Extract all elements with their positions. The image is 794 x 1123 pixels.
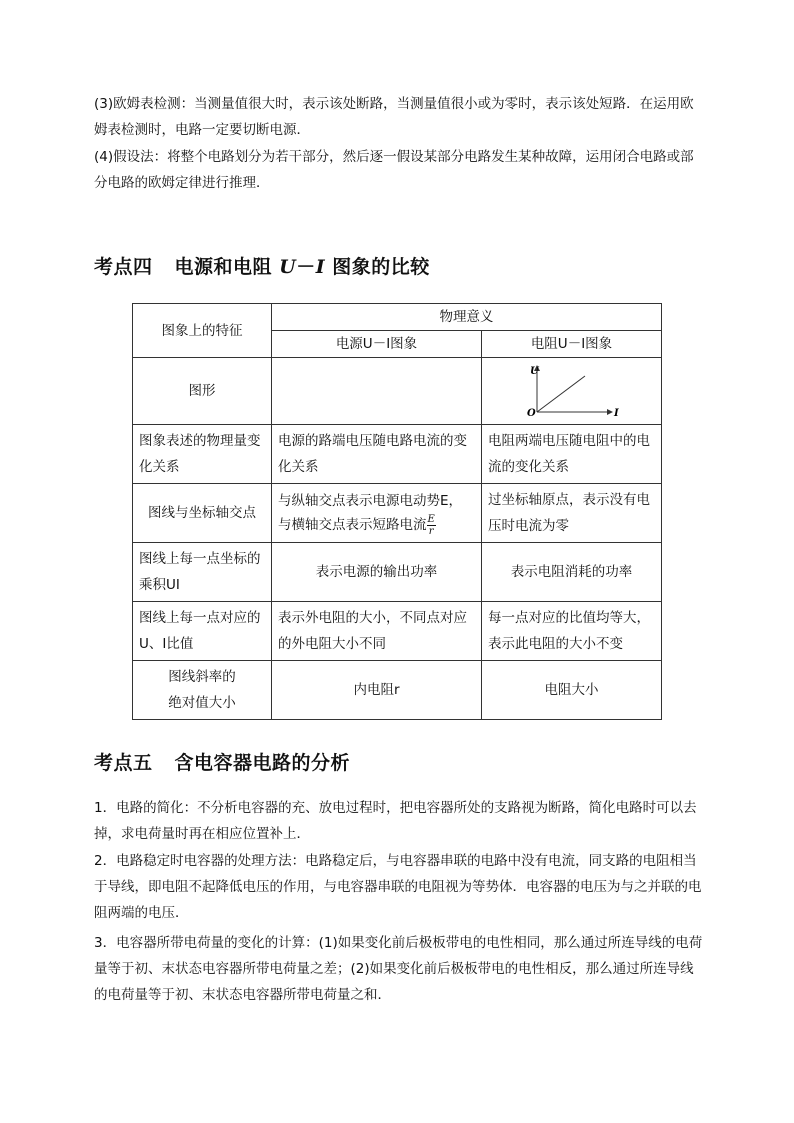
- section-4-var-u: U: [279, 256, 297, 278]
- resistor-ui-graph: [482, 360, 662, 422]
- resistor-graph-cell: [482, 358, 662, 425]
- row-source-intercept: [272, 484, 482, 543]
- header-source-graph: 电源U－I图象: [272, 331, 482, 358]
- i-axis-arrow: [607, 409, 613, 415]
- row-feature-ratio: 图线上每一点对应的U、I比值: [133, 602, 272, 661]
- section-4-label: 考点四: [94, 256, 153, 278]
- fraction-numerator: E: [427, 513, 435, 525]
- intercept-line-2: 与横轴交点表示短路电流: [278, 517, 427, 533]
- row-resistor-ratio: 每一点对应的比值均等大，表示此电阻的大小不变: [482, 602, 662, 661]
- row-resistor-intercept: 过坐标轴原点，表示没有电压时电流为零: [482, 484, 662, 543]
- paragraph-charge-change: 3．电容器所带电荷量的变化的计算：(1)如果变化前后极板带电的电性相同，那么通过所连导线的电荷量等于初、末状态电容器所带电荷量之差；(2)如果变化前后极板带电的电性相反，那么通过所连导线的电荷量等于初、末状态电容器所带电荷量之和．: [94, 935, 703, 1003]
- table-row: [133, 425, 662, 484]
- section-4-dash: －: [296, 256, 316, 278]
- resistor-line: [537, 376, 585, 412]
- header-resistor-graph: 电阻U－I图象: [482, 331, 662, 358]
- section-5-label: 考点五: [94, 752, 153, 774]
- table-row: [133, 543, 662, 602]
- slope-line-2: 绝对值大小: [168, 695, 236, 711]
- slope-line-1: 图线斜率的: [168, 669, 236, 685]
- row-feature-product: 图线上每一点坐标的乘积UI: [133, 543, 272, 602]
- row-feature-relation: 图象表述的物理量变化关系: [133, 425, 272, 484]
- row-feature-shape: 图形: [133, 358, 272, 425]
- table-row: [133, 484, 662, 543]
- row-resistor-relation: 电阻两端电压随电阻中的电流的变化关系: [482, 425, 662, 484]
- row-resistor-slope: 电阻大小: [482, 661, 662, 720]
- section-4-var-i: I: [315, 256, 326, 278]
- paragraph-ohmmeter-check: (3)欧姆表检测：当测量值很大时，表示该处断路，当测量值很小或为零时，表示该处短路．在运用欧姆表检测时，电路一定要切断电源．: [94, 96, 694, 138]
- row-resistor-product: 表示电阻消耗的功率: [482, 543, 662, 602]
- row-feature-intercept: 图线与坐标轴交点: [133, 484, 272, 543]
- row-source-slope: 内电阻r: [272, 661, 482, 720]
- intercept-line-1: 与纵轴交点表示电源电动势E，: [278, 493, 463, 509]
- paragraph-steady-state: 2．电路稳定时电容器的处理方法：电路稳定后，与电容器串联的电路中没有电流，同支路的电阻相当于导线，即电阻不起降低电压的作用，与电容器串联的电阻视为等势体．电容器的电压为与之并联的电阻两端的电压．: [94, 853, 702, 921]
- fraction-denominator: r: [428, 525, 434, 537]
- comparison-table: [132, 303, 662, 720]
- i-axis-label: I: [614, 408, 619, 419]
- source-graph-cell: [272, 358, 482, 425]
- header-meaning: 物理意义: [272, 304, 662, 331]
- table-header-row: [133, 304, 662, 331]
- row-source-product: 表示电源的输出功率: [272, 543, 482, 602]
- paragraph-assumption-method: (4)假设法：将整个电路划分为若干部分，然后逐一假设某部分电路发生某种故障，运用闭合电路或部分电路的欧姆定律进行推理．: [94, 149, 694, 191]
- table-row: [133, 602, 662, 661]
- row-feature-slope: [133, 661, 272, 720]
- origin-label: O: [527, 408, 536, 419]
- table-row: [133, 661, 662, 720]
- row-source-ratio: 表示外电阻的大小，不同点对应的外电阻大小不同: [272, 602, 482, 661]
- section-5-title: 含电容器电路的分析: [174, 752, 351, 774]
- table-row: [133, 358, 662, 425]
- section-4-heading: [94, 252, 430, 279]
- row-source-relation: 电源的路端电压随电路电流的变化关系: [272, 425, 482, 484]
- header-feature: 图象上的特征: [133, 304, 272, 358]
- section-4-title-post: 图象的比较: [332, 256, 430, 278]
- short-circuit-fraction: [427, 514, 436, 537]
- u-axis-label: U: [530, 366, 539, 377]
- section-5-heading: [94, 748, 350, 775]
- paragraph-simplification: 1．电路的简化：不分析电容器的充、放电过程时，把电容器所处的支路视为断路，简化电路时可以去掉，求电荷量时再在相应位置补上．: [94, 800, 697, 842]
- section-4-title-pre: 电源和电阻: [174, 256, 273, 278]
